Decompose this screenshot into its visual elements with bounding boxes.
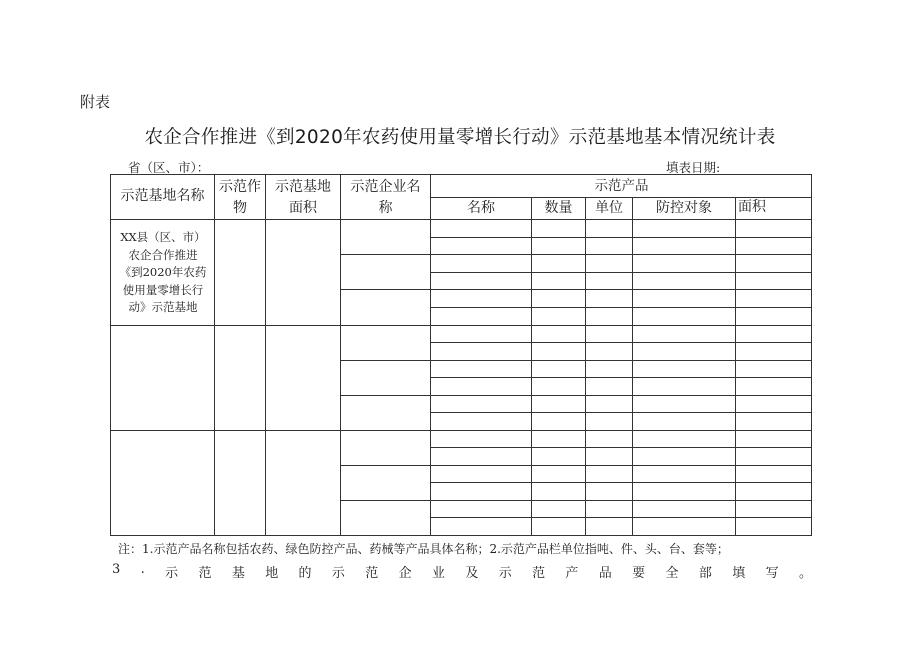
note-line-2-char: 范: [365, 566, 379, 581]
header-crop-line1: 示范作: [219, 179, 261, 195]
note-line-2-char: 地: [265, 566, 279, 581]
header-base-name: 示范基地名称: [120, 188, 205, 204]
header-area-line2: 面积: [289, 200, 317, 216]
note-line-2-char: 写: [765, 566, 779, 581]
note-line-2-char: 。: [798, 566, 812, 581]
header-product-area: 面积: [738, 199, 766, 215]
header-area-line1: 示范基地: [275, 179, 331, 195]
document-title: 农企合作推进《到2020年农药使用量零增长行动》示范基地基本情况统计表: [144, 127, 776, 148]
header-product-name: 名称: [467, 200, 495, 216]
example-base-name: XX县（区、市） 农企合作推进 《到2020年农药 使用量零增长行 动》示范基地: [119, 230, 207, 314]
header-crop-line2: 物: [233, 200, 247, 216]
note-line-2-char: 的: [298, 566, 312, 581]
attachment-label: 附表: [80, 93, 111, 111]
note-line-1: 注：1.示范产品名称包括农药、绿色防控产品、药械等产品具体名称；2.示范产品栏单位指吨、件、头、台、套等；: [118, 542, 729, 556]
note-line-2-char: 企: [398, 566, 412, 581]
header-enterprise-line1: 示范企业名: [350, 179, 421, 195]
note-line-2-char: 范: [198, 566, 212, 581]
note-line-2-char: 全: [665, 566, 679, 581]
note-line-2-char: .: [140, 562, 145, 577]
header-unit: 单位: [595, 200, 623, 216]
note-line-2-char: 基: [231, 566, 245, 581]
note-line-2-char: 示: [498, 566, 512, 581]
header-quantity: 数量: [544, 200, 573, 216]
note-line-2: [112, 562, 812, 581]
note-line-2-char: 范: [532, 566, 546, 581]
note-line-2-char: 示: [165, 566, 179, 581]
note-line-2-char: 示: [331, 566, 345, 581]
note-line-2-char: 3: [112, 562, 121, 577]
fill-date-label: 填表日期:: [666, 160, 721, 175]
header-control-target: 防控对象: [656, 200, 712, 216]
note-line-2-char: 部: [698, 566, 712, 581]
province-label: 省（区、市）：: [128, 160, 210, 175]
note-line-2-char: 及: [465, 566, 479, 581]
note-line-2-char: 业: [431, 566, 445, 581]
header-enterprise-line2: 称: [378, 200, 393, 216]
note-line-2-char: 填: [732, 566, 746, 581]
note-line-2-char: 产: [565, 566, 579, 581]
header-product-group: 示范产品: [594, 178, 649, 194]
note-line-2-char: 要: [632, 566, 646, 581]
note-line-2-char: 品: [598, 566, 612, 581]
